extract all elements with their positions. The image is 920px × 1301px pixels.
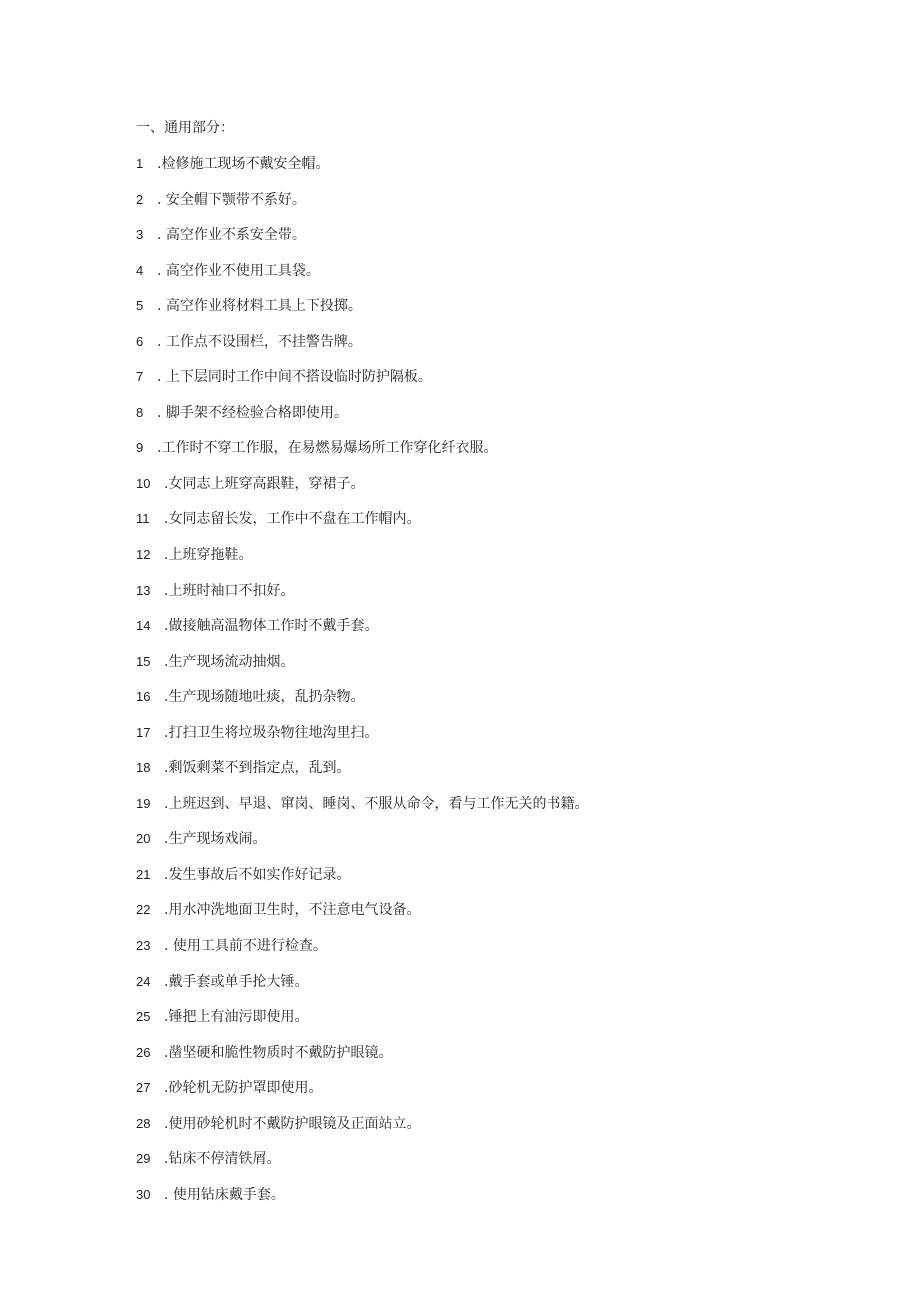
list-item: [136, 261, 588, 297]
list-item: [136, 1078, 588, 1114]
list-item: [136, 225, 588, 261]
item-number: 29: [136, 1151, 151, 1167]
item-number: 19: [136, 795, 151, 811]
item-number: 7: [136, 369, 144, 385]
item-number: 23: [136, 938, 151, 954]
item-number: 30: [136, 1186, 151, 1202]
rule-list: [136, 154, 588, 1220]
item-text: .做接触高温物体工作时不戴手套。: [164, 618, 379, 635]
list-item: [136, 1114, 588, 1150]
item-text: . 高空作业将材料工具上下投掷。: [157, 298, 362, 315]
item-number: 8: [136, 404, 144, 420]
item-text: .女同志留长发，工作中不盘在工作帽内。: [164, 511, 421, 528]
list-item: [136, 332, 588, 368]
item-number: 12: [136, 547, 151, 563]
list-item: [136, 581, 588, 617]
item-text: .上班穿拖鞋。: [164, 547, 253, 564]
list-item: [136, 758, 588, 794]
item-text: .上班时袖口不扣好。: [164, 582, 295, 599]
item-text: . 高空作业不系安全带。: [157, 227, 306, 244]
item-number: 6: [136, 333, 144, 349]
item-number: 17: [136, 724, 151, 740]
list-item: [136, 936, 588, 972]
item-number: 10: [136, 475, 151, 491]
item-number: 18: [136, 760, 151, 776]
item-number: 27: [136, 1080, 151, 1096]
list-item: [136, 190, 588, 226]
item-number: 4: [136, 262, 144, 278]
item-number: 11: [136, 511, 150, 527]
item-text: .生产现场随地吐痰，乱扔杂物。: [164, 689, 365, 706]
item-number: 22: [136, 902, 151, 918]
item-text: .检修施工现场不戴安全帽。: [157, 156, 330, 172]
item-text: .打扫卫生将垃圾杂物往地沟里扫。: [164, 724, 379, 741]
item-number: 16: [136, 689, 151, 705]
list-item: [136, 1149, 588, 1185]
item-text: .使用砂轮机时不戴防护眼镜及正面站立。: [164, 1115, 421, 1132]
item-text: . 工作点不设围栏，不挂警告牌。: [157, 333, 362, 350]
item-text: .凿坚硬和脆性物质时不戴防护眼镜。: [164, 1044, 393, 1061]
item-number: 25: [136, 1009, 151, 1025]
item-text: .工作时不穿工作服，在易燃易爆场所工作穿化纤衣服。: [157, 440, 498, 457]
list-item: [136, 972, 588, 1008]
item-text: . 高空作业不使用工具袋。: [157, 262, 320, 279]
item-text: .戴手套或单手抡大锤。: [164, 973, 309, 990]
list-item: [136, 616, 588, 652]
list-item: [136, 438, 588, 474]
list-item: [136, 154, 588, 190]
section-heading: 一、通用部分：: [136, 120, 234, 136]
item-number: 26: [136, 1044, 151, 1060]
item-text: .剩饭剩菜不到指定点，乱到。: [164, 760, 351, 777]
list-item: [136, 900, 588, 936]
item-text: .生产现场流动抽烟。: [164, 653, 295, 670]
list-item: [136, 687, 588, 723]
item-number: 9: [136, 440, 144, 456]
item-number: 15: [136, 653, 151, 669]
item-number: 3: [136, 227, 144, 243]
item-number: 21: [136, 866, 151, 882]
item-number: 1: [136, 156, 144, 171]
list-item: [136, 545, 588, 581]
list-item: [136, 474, 588, 510]
item-number: 24: [136, 973, 151, 989]
item-text: .钻床不停清铁屑。: [164, 1151, 281, 1168]
item-number: 5: [136, 298, 144, 314]
item-number: 20: [136, 831, 151, 847]
item-text: .锤把上有油污即使用。: [164, 1009, 309, 1026]
item-number: 2: [136, 191, 144, 207]
item-text: .砂轮机无防护罩即使用。: [164, 1080, 323, 1097]
item-number: 14: [136, 618, 151, 634]
list-item: [136, 723, 588, 759]
list-item: [136, 509, 588, 545]
list-item: [136, 794, 588, 830]
item-text: .发生事故后不如实作好记录。: [164, 866, 351, 883]
item-text: .女同志上班穿高跟鞋，穿裙子。: [164, 475, 365, 492]
list-item: [136, 296, 588, 332]
item-text: .上班迟到、早退、窜岗、睡岗、不服从命令，看与工作无关的书籍。: [164, 795, 589, 812]
item-text: . 上下层同时工作中间不搭设临时防护隔板。: [157, 369, 432, 386]
item-number: 28: [136, 1115, 151, 1131]
list-item: [136, 865, 588, 901]
item-text: . 安全帽下颚带不系好。: [157, 191, 306, 208]
list-item: [136, 1007, 588, 1043]
list-item: [136, 403, 588, 439]
list-item: [136, 367, 588, 403]
item-text: .用水冲洗地面卫生时，不注意电气设备。: [164, 902, 421, 919]
list-item: [136, 1185, 588, 1221]
item-text: . 脚手架不经检验合格即使用。: [157, 404, 348, 421]
item-number: 13: [136, 582, 151, 598]
item-text: . 使用工具前不进行检查。: [164, 938, 327, 955]
item-text: .生产现场戏闹。: [164, 831, 267, 848]
list-item: [136, 1043, 588, 1079]
list-item: [136, 652, 588, 688]
item-text: . 使用钻床戴手套。: [164, 1186, 285, 1203]
list-item: [136, 829, 588, 865]
